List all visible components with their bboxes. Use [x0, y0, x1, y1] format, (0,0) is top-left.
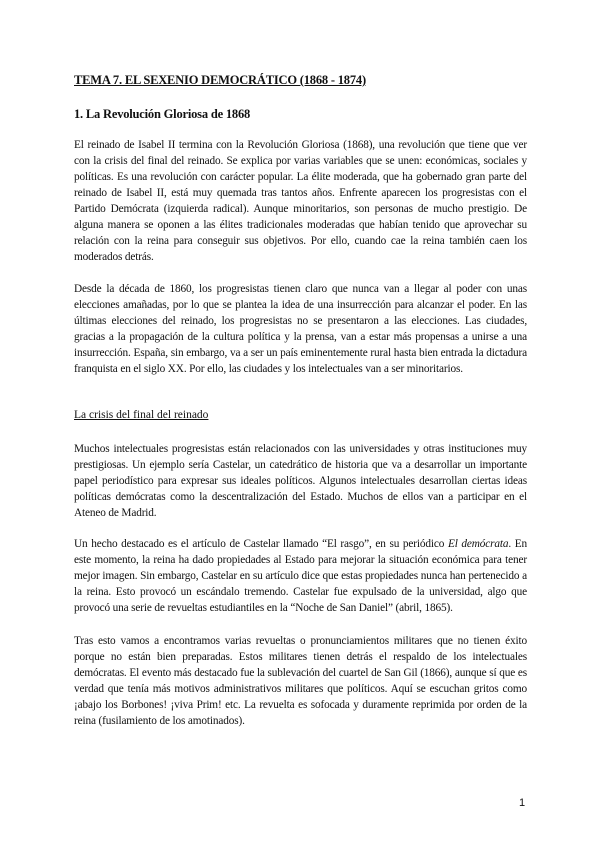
paragraph-4 — [74, 536, 527, 616]
page-number: 1 — [519, 797, 526, 809]
paragraph-2: Desde la década de 1860, los progresistas tienen claro que nunca van a llegar al poder con unas elecciones amañadas, por lo que se plantea la idea de una insurrección para alcanzar el poder. En las últimas elecciones del reinado, los progresistas no se presentaron a las elecciones. Las ciudades, gracias a la propagación de la cultura política y la prensa, van a estar más propensas a unirse a una insurrección. España, sin embargo, va a ser un país eminentemente rural hasta bien entrada la dictadura franquista en el siglo XX. Por ello, las ciudades y los intelectuales van a ser minoritarios. — [74, 283, 527, 375]
document-title: TEMA 7. EL SEXENIO DEMOCRÁTICO (1868 - 1874) — [74, 73, 366, 87]
paragraph-4-part-1: Un hecho destacado es el artículo de Castelar llamado “El rasgo”, en su periódico — [74, 538, 448, 550]
section-heading: 1. La Revolución Gloriosa de 1868 — [74, 107, 251, 121]
paragraph-5: Tras esto vamos a encontramos varias revueltas o pronunciamientos militares que no tienen éxito porque no están bien preparadas. Estos militares tienen detrás el respaldo de los intelectuales demócratas. El evento más destacado fue la sublevación del cuartel de San Gil (1866), aunque sí que es verdad que tenía más motivos administrativos militares que políticos. Aquí se escuchan gritos como ¡abajo los Borbones! ¡viva Prim! etc. La revuelta es sofocada y duramente reprimida por orden de la reina (fusilamiento de los amotinados). — [74, 635, 527, 727]
subheading: La crisis del final del reinado — [74, 409, 209, 421]
paragraph-3: Muchos intelectuales progresistas están relacionados con las universidades y otras instituciones muy prestigiosas. Un ejemplo sería Castelar, un catedrático de historia que va a desarrollar un importante papel periodístico para expresar sus ideales políticos. Algunos intelectuales desarrollan ciertas ideas políticas demócratas como la descentralización del Estado. Muchos de ellos van a participar en el Ateneo de Madrid. — [74, 443, 527, 519]
paragraph-1: El reinado de Isabel II termina con la Revolución Gloriosa (1868), una revolución que tiene que ver con la crisis del final del reinado. Se explica por varias variables que se unen: económicas, sociales y políticas. Es una revolución con carácter popular. La élite moderada, que ha gobernado gran parte del reinado de Isabel II, está muy quemada tras tantos años. Enfrente aparecen los progresistas con el Partido Demócrata (izquierda radical). Aunque minoritarios, son personas de mucho prestigio. De alguna manera se oponen a las élites tradicionales moderadas que habían tenido que aprovechar su relación con la reina para conseguir sus objetivos. Por ello, cuando cae la reina también caen los moderados detrás. — [74, 139, 527, 263]
newspaper-title: El demócrata — [447, 538, 509, 550]
paragraph-4-part-2: . En este momento, la reina ha dado propiedades al Estado para mejorar la situación económica para tener mejor imagen. Sin embargo, Castelar en su artículo dice que estas propiedades nunca han pertenecido a la reina. Esto provocó un escándalo tremendo. Castelar fue expulsado de la universidad, algo que provocó una serie de revueltas estudiantiles en la “Noche de San Daniel” (abril, 1865). — [74, 538, 527, 614]
